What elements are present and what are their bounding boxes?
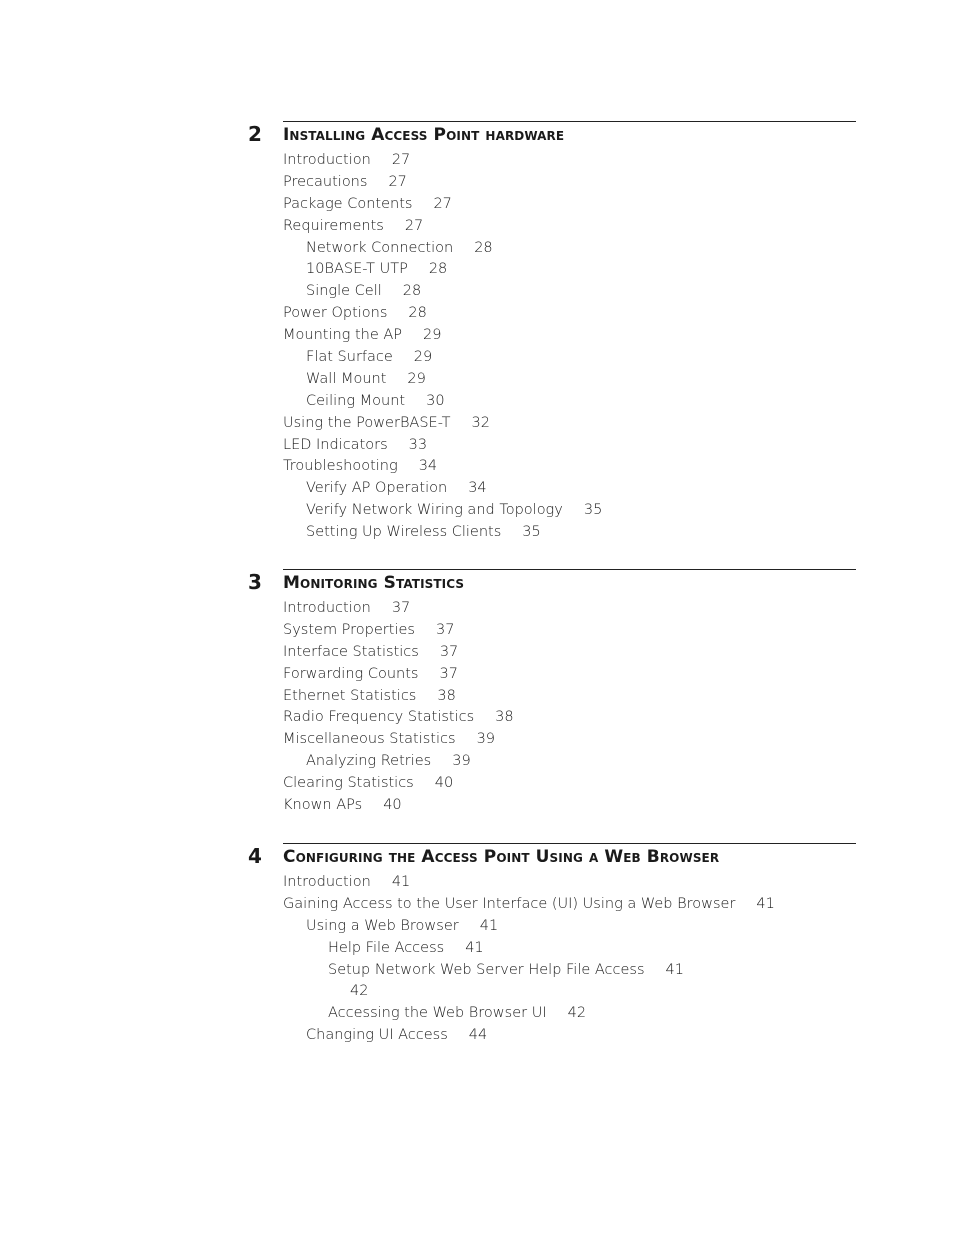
toc-entry-page: 27 xyxy=(433,195,452,212)
toc-entry-title: Setup Network Web Server Help File Access xyxy=(328,961,645,978)
toc-entry-page: 29 xyxy=(423,327,442,344)
toc-entry-page: 37 xyxy=(439,643,459,660)
toc-entry-page: 39 xyxy=(476,731,496,748)
toc-entry[interactable] xyxy=(283,478,602,500)
toc-entry-page: 38 xyxy=(437,687,456,704)
toc-entry-title: Radio Frequency Statistics xyxy=(283,709,475,726)
toc-entry-title: Introduction xyxy=(283,152,371,168)
toc-entry-title: System Properties xyxy=(283,621,415,638)
chapter-number: 3 xyxy=(248,570,262,594)
toc-entry[interactable] xyxy=(283,413,602,435)
toc-entry-title: Introduction xyxy=(283,600,371,616)
toc-entry-title: Known APs xyxy=(283,797,363,814)
chapter-entries xyxy=(283,598,514,817)
toc-entry-title: Mounting the AP xyxy=(283,327,403,344)
toc-entry-title: LED Indicators xyxy=(283,436,388,453)
toc-entry-title: Package Contents xyxy=(283,195,413,212)
toc-entry[interactable] xyxy=(283,729,514,751)
chapter-rule xyxy=(283,121,856,122)
chapter-rule xyxy=(283,843,856,844)
toc-entry-title: Power Options xyxy=(283,305,388,322)
toc-entry-page: 44 xyxy=(468,1027,488,1044)
toc-entry-page: 27 xyxy=(391,152,411,168)
toc-entry-page: 34 xyxy=(418,458,438,475)
toc-entry[interactable] xyxy=(283,773,514,795)
toc-entry-page: 38 xyxy=(495,709,514,726)
toc-entry[interactable] xyxy=(283,216,602,238)
toc-entry[interactable] xyxy=(283,369,602,391)
toc-entry-page: 28 xyxy=(428,261,448,278)
toc-entry-title: 10BASE-T UTP xyxy=(306,261,408,278)
toc-entry-page: 30 xyxy=(426,392,445,409)
toc-entry-title: Miscellaneous Statistics xyxy=(283,731,456,748)
toc-entry-page: 28 xyxy=(402,283,422,300)
toc-entry-title: Single Cell xyxy=(306,283,382,300)
toc-entry[interactable] xyxy=(283,500,602,522)
chapter-title: Configuring the Access Point Using a Web Browser xyxy=(283,847,720,867)
toc-entry[interactable] xyxy=(283,795,514,817)
toc-entry-title: Analyzing Retries xyxy=(306,753,432,770)
toc-entry-title: Interface Statistics xyxy=(283,643,419,660)
toc-entry-page: 37 xyxy=(391,600,411,616)
toc-entry[interactable] xyxy=(283,598,514,620)
toc-entry[interactable] xyxy=(283,259,602,281)
toc-entry[interactable] xyxy=(283,938,775,960)
toc-entry-page: 29 xyxy=(413,349,433,366)
toc-entry[interactable] xyxy=(283,916,775,938)
toc-entry[interactable] xyxy=(283,642,514,664)
toc-entry-title: Ethernet Statistics xyxy=(283,687,417,704)
toc-entry-page: 32 xyxy=(471,414,490,431)
toc-entry-page: 33 xyxy=(408,436,428,453)
toc-entry[interactable] xyxy=(283,281,602,303)
chapter-title: Installing Access Point hardware xyxy=(283,125,565,145)
toc-entry[interactable] xyxy=(283,522,602,544)
toc-entry-page: 27 xyxy=(388,173,407,190)
toc-entry-page: 37 xyxy=(439,665,458,682)
toc-entry[interactable] xyxy=(283,981,775,1003)
toc-entry[interactable] xyxy=(283,391,602,413)
toc-entry[interactable] xyxy=(283,150,602,172)
toc-entry-page: 41 xyxy=(391,874,411,890)
toc-entry-page: 28 xyxy=(408,305,427,322)
toc-entry-title: Accessing the Web Browser UI xyxy=(328,1005,547,1022)
toc-entry[interactable] xyxy=(283,238,602,260)
toc-entry-title: Troubleshooting xyxy=(283,458,398,475)
toc-entry[interactable] xyxy=(283,872,775,894)
toc-entry[interactable] xyxy=(283,960,775,982)
toc-entry[interactable] xyxy=(283,664,514,686)
toc-entry[interactable] xyxy=(283,1003,775,1025)
toc-entry-page: 40 xyxy=(383,797,402,814)
toc-entry[interactable] xyxy=(283,172,602,194)
chapter-number: 2 xyxy=(248,122,262,146)
toc-entry-title: Ceiling Mount xyxy=(306,392,406,409)
toc-entry-page: 28 xyxy=(474,239,493,256)
toc-entry[interactable] xyxy=(283,194,602,216)
toc-entry-page: 35 xyxy=(583,502,603,519)
toc-entry-page: 41 xyxy=(756,895,775,912)
toc-entry[interactable] xyxy=(283,620,514,642)
chapter-entries xyxy=(283,872,775,1047)
toc-entry[interactable] xyxy=(283,325,602,347)
toc-entry-page: 42 xyxy=(350,983,369,1000)
toc-entry-title: Precautions xyxy=(283,173,368,190)
toc-entry-page: 41 xyxy=(465,939,484,956)
chapter-title: Monitoring Statistics xyxy=(283,573,465,593)
toc-entry[interactable] xyxy=(283,303,602,325)
toc-entry[interactable] xyxy=(283,751,514,773)
toc-entry-page: 35 xyxy=(522,524,541,541)
toc-entry-title: Requirements xyxy=(283,217,384,234)
toc-entry-title: Network Connection xyxy=(306,239,454,256)
toc-entry-page: 42 xyxy=(567,1005,587,1022)
toc-entry-title: Clearing Statistics xyxy=(283,775,414,792)
chapter-rule xyxy=(283,569,856,570)
toc-entry-title: Introduction xyxy=(283,874,371,890)
toc-entry[interactable] xyxy=(283,707,514,729)
toc-entry[interactable] xyxy=(283,686,514,708)
toc-entry-page: 29 xyxy=(407,370,426,387)
toc-entry-title: Gaining Access to the User Interface (UI) Using a Web Browser xyxy=(283,895,736,912)
toc-entry-page: 34 xyxy=(468,480,487,497)
toc-entry-page: 39 xyxy=(452,753,471,770)
toc-entry[interactable] xyxy=(283,1025,775,1047)
toc-entry-title: Using the PowerBASE-T xyxy=(283,414,451,431)
toc-entry-title: Wall Mount xyxy=(306,370,387,387)
toc-entry[interactable] xyxy=(283,456,602,478)
toc-entry[interactable] xyxy=(283,347,602,369)
toc-entry-page: 37 xyxy=(435,621,455,638)
toc-entry[interactable] xyxy=(283,435,602,457)
toc-entry-title: Setting Up Wireless Clients xyxy=(306,524,502,541)
toc-entry-page: 27 xyxy=(404,217,424,234)
toc-entry-title: Forwarding Counts xyxy=(283,665,419,682)
toc-entry-title: Changing UI Access xyxy=(306,1027,448,1044)
toc-entry-title: Help File Access xyxy=(328,939,445,956)
chapter-entries xyxy=(283,150,602,544)
toc-entry-title: Using a Web Browser xyxy=(306,917,459,934)
toc-entry-page: 41 xyxy=(665,961,684,978)
toc-entry-page: 40 xyxy=(434,775,454,792)
toc-entry[interactable] xyxy=(283,894,775,916)
toc-entry-title: Flat Surface xyxy=(306,349,393,366)
toc-entry-page: 41 xyxy=(479,917,499,934)
chapter-number: 4 xyxy=(248,844,262,868)
toc-entry-title: Verify Network Wiring and Topology xyxy=(306,502,563,519)
toc-entry-title: Verify AP Operation xyxy=(306,480,448,497)
